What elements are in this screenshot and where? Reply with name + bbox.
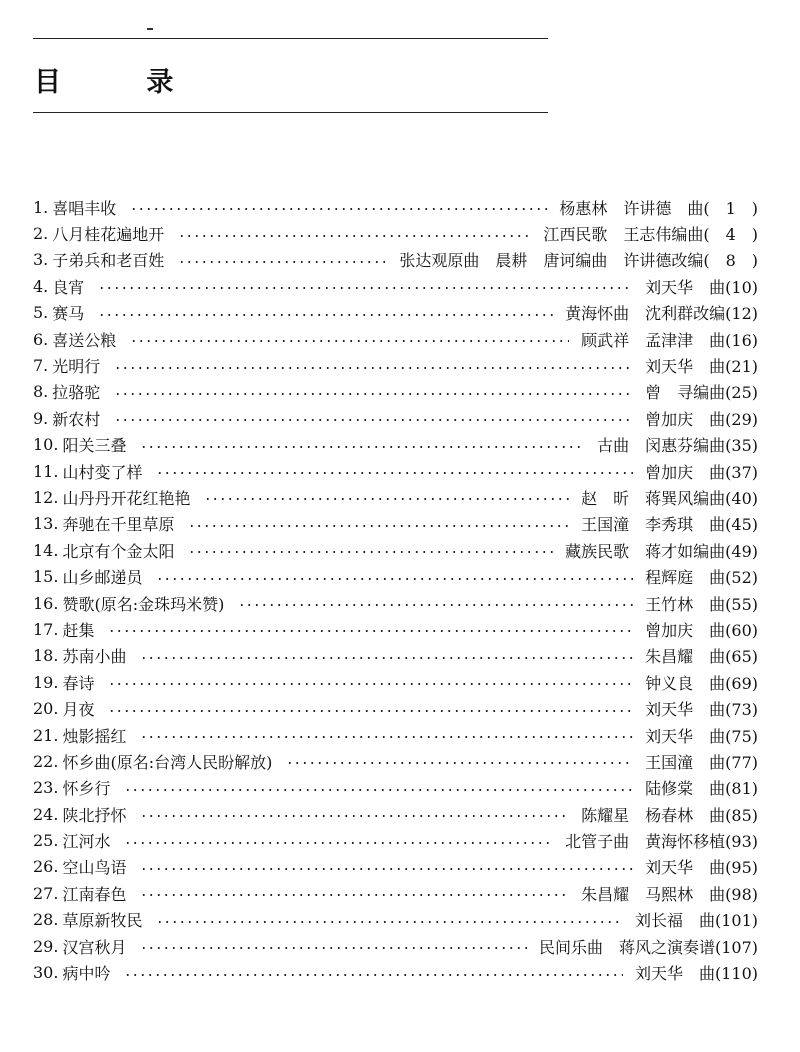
entry-credit: 曾 寻编曲(25) — [645, 383, 758, 403]
entry-title: 怀乡曲(原名:台湾人民盼解放) — [62, 752, 273, 772]
entry-number: 27. — [33, 883, 59, 903]
entry-credit: 程辉庭 曲(52) — [645, 568, 758, 588]
toc-entry[interactable] — [33, 300, 758, 326]
toc-entry[interactable] — [33, 722, 758, 748]
entry-number: 23. — [33, 778, 59, 798]
toc-entry[interactable] — [33, 458, 758, 484]
entry-credit: 赵 昕 蒋巽风编曲(40) — [581, 488, 758, 508]
entry-credit: 刘长福 曲(101) — [634, 911, 758, 931]
entry-title: 江河水 — [62, 832, 111, 852]
dot-leader — [156, 921, 623, 923]
title-rule — [33, 112, 548, 113]
toc-entry[interactable] — [33, 379, 758, 405]
dot-leader — [156, 472, 633, 474]
entry-number: 24. — [33, 804, 59, 824]
dot-leader — [114, 419, 633, 421]
entry-title: 赶集 — [62, 620, 95, 640]
toc-entry[interactable] — [33, 907, 758, 933]
dot-leader — [130, 208, 547, 210]
entry-credit: 陈耀星 杨春林 曲(85) — [581, 805, 758, 825]
toc-entry[interactable] — [33, 616, 758, 642]
entry-title: 赛马 — [52, 304, 85, 324]
entry-number: 13. — [33, 514, 59, 534]
entry-number: 15. — [33, 567, 59, 587]
entry-credit: 江西民歌 王志伟编曲( 4 ) — [543, 225, 758, 245]
dot-leader — [140, 657, 633, 659]
entry-title: 烛影摇红 — [62, 726, 127, 746]
entry-title: 山乡邮递员 — [62, 568, 143, 588]
entry-credit: 北管子曲 黄海怀移植(93) — [565, 832, 758, 852]
entry-number: 17. — [33, 619, 59, 639]
entry-number: 20. — [33, 699, 59, 719]
toc-entry[interactable] — [33, 326, 758, 352]
entry-number: 11. — [33, 461, 59, 481]
entry-title: 子弟兵和老百姓 — [52, 251, 165, 271]
entry-credit: 黄海怀曲 沈利群改编(12) — [565, 304, 758, 324]
entry-credit: 张达观原曲 晨耕 唐诃编曲 许讲德改编( 8 ) — [399, 251, 758, 271]
toc-entry[interactable] — [33, 511, 758, 537]
page-title: 目 录 — [34, 67, 212, 98]
dot-leader — [188, 551, 553, 553]
entry-number: 16. — [33, 593, 59, 613]
entry-credit: 王国潼 李秀琪 曲(45) — [581, 515, 758, 535]
entry-number: 19. — [33, 672, 59, 692]
entry-title: 北京有个金太阳 — [62, 541, 175, 561]
entry-credit: 民间乐曲 蒋风之演奏谱(107) — [538, 937, 758, 957]
toc-entry[interactable] — [33, 273, 758, 299]
entry-title: 赞歌(原名:金珠玛米赞) — [62, 594, 225, 614]
dot-leader — [124, 789, 633, 791]
toc-entry[interactable] — [33, 669, 758, 695]
dot-leader — [178, 235, 531, 237]
entry-title: 拉骆驼 — [52, 383, 101, 403]
toc-entry[interactable] — [33, 563, 758, 589]
entry-title: 光明行 — [52, 357, 101, 377]
entry-title: 山丹丹开花红艳艳 — [62, 488, 191, 508]
entry-number: 29. — [33, 936, 59, 956]
entry-credit: 王竹林 曲(55) — [645, 594, 758, 614]
entry-credit: 王国潼 曲(77) — [645, 752, 758, 772]
entry-number: 14. — [33, 540, 59, 560]
dot-leader — [140, 868, 633, 870]
dot-leader — [98, 314, 553, 316]
dot-leader — [108, 710, 633, 712]
print-mark — [147, 28, 153, 30]
top-rule — [33, 38, 548, 39]
dot-leader — [140, 815, 569, 817]
entry-title: 喜唱丰收 — [52, 198, 117, 218]
entry-title: 草原新牧民 — [62, 911, 143, 931]
toc-entry[interactable] — [33, 405, 758, 431]
toc-entry[interactable] — [33, 959, 758, 985]
entry-credit: 刘天华 曲(75) — [645, 726, 758, 746]
dot-leader — [114, 367, 633, 369]
entry-title: 陕北抒怀 — [62, 805, 127, 825]
entry-title: 江南春色 — [62, 884, 127, 904]
entry-credit: 古曲 闵惠芬编曲(35) — [597, 436, 758, 456]
entry-credit: 钟义良 曲(69) — [645, 673, 758, 693]
entry-number: 5. — [33, 303, 49, 323]
entry-number: 1. — [33, 197, 49, 217]
entry-number: 10. — [33, 435, 59, 455]
entry-credit: 顾武祥 孟津津 曲(16) — [581, 330, 758, 350]
entry-credit: 陆修棠 曲(81) — [645, 779, 758, 799]
entry-credit: 刘天华 曲(73) — [645, 700, 758, 720]
entry-number: 4. — [33, 276, 49, 296]
entry-title: 春诗 — [62, 673, 95, 693]
toc-entry[interactable] — [33, 775, 758, 801]
entry-credit: 刘天华 曲(110) — [634, 964, 758, 984]
dot-leader — [114, 393, 633, 395]
toc-entry[interactable] — [33, 827, 758, 853]
entry-number: 12. — [33, 487, 59, 507]
toc-entry[interactable] — [33, 748, 758, 774]
dot-leader — [140, 894, 569, 896]
dot-leader — [108, 630, 633, 632]
toc-entry[interactable] — [33, 484, 758, 510]
entry-number: 28. — [33, 910, 59, 930]
dot-leader — [140, 446, 585, 448]
toc-entry[interactable] — [33, 590, 758, 616]
dot-leader — [140, 736, 633, 738]
entry-credit: 曾加庆 曲(29) — [645, 409, 758, 429]
dot-leader — [124, 974, 623, 976]
entry-credit: 刘天华 曲(10) — [645, 277, 758, 297]
toc-entry[interactable] — [33, 220, 758, 246]
dot-leader — [188, 525, 569, 527]
dot-leader — [204, 498, 569, 500]
dot-leader — [286, 762, 633, 764]
entry-credit: 曾加庆 曲(60) — [645, 620, 758, 640]
toc-entry[interactable] — [33, 352, 758, 378]
toc-entry[interactable] — [33, 695, 758, 721]
entry-title: 空山鸟语 — [62, 858, 127, 878]
entry-title: 苏南小曲 — [62, 647, 127, 667]
entry-credit: 朱昌耀 曲(65) — [645, 647, 758, 667]
entry-number: 30. — [33, 963, 59, 983]
entry-number: 25. — [33, 831, 59, 851]
dot-leader — [178, 261, 387, 263]
entry-title: 新农村 — [52, 409, 101, 429]
dot-leader — [124, 842, 553, 844]
toc-entry[interactable] — [33, 933, 758, 959]
entry-title: 月夜 — [62, 700, 95, 720]
entry-number: 22. — [33, 751, 59, 771]
entry-number: 8. — [33, 382, 49, 402]
entry-credit: 刘天华 曲(95) — [645, 858, 758, 878]
entry-credit: 杨惠林 许讲德 曲( 1 ) — [559, 198, 758, 218]
dot-leader — [98, 287, 633, 289]
toc-entry[interactable] — [33, 194, 758, 220]
toc-entry[interactable] — [33, 801, 758, 827]
entry-credit: 刘天华 曲(21) — [645, 357, 758, 377]
entry-title: 汉宫秋月 — [62, 937, 127, 957]
toc-entry[interactable] — [33, 432, 758, 458]
toc-entry[interactable] — [33, 247, 758, 273]
entry-title: 喜送公粮 — [52, 330, 117, 350]
entry-number: 6. — [33, 329, 49, 349]
table-of-contents — [33, 194, 758, 986]
dot-leader — [238, 604, 633, 606]
dot-leader — [140, 947, 527, 949]
toc-entry[interactable] — [33, 854, 758, 880]
entry-title: 良宵 — [52, 277, 85, 297]
entry-number: 18. — [33, 646, 59, 666]
entry-number: 9. — [33, 408, 49, 428]
entry-title: 奔驰在千里草原 — [62, 515, 175, 535]
entry-number: 26. — [33, 857, 59, 877]
entry-title: 阳关三叠 — [62, 436, 127, 456]
dot-leader — [108, 683, 633, 685]
entry-title: 怀乡行 — [62, 779, 111, 799]
entry-credit: 藏族民歌 蒋才如编曲(49) — [565, 541, 758, 561]
entry-credit: 朱昌耀 马熙林 曲(98) — [581, 884, 758, 904]
dot-leader — [156, 578, 633, 580]
entry-title: 八月桂花遍地开 — [52, 225, 165, 245]
toc-entry[interactable] — [33, 537, 758, 563]
entry-title: 病中吟 — [62, 964, 111, 984]
entry-title: 山村变了样 — [62, 462, 143, 482]
entry-number: 2. — [33, 224, 49, 244]
entry-number: 3. — [33, 250, 49, 270]
dot-leader — [130, 340, 569, 342]
entry-credit: 曾加庆 曲(37) — [645, 462, 758, 482]
entry-number: 21. — [33, 725, 59, 745]
toc-entry[interactable] — [33, 643, 758, 669]
toc-entry[interactable] — [33, 880, 758, 906]
entry-number: 7. — [33, 356, 49, 376]
